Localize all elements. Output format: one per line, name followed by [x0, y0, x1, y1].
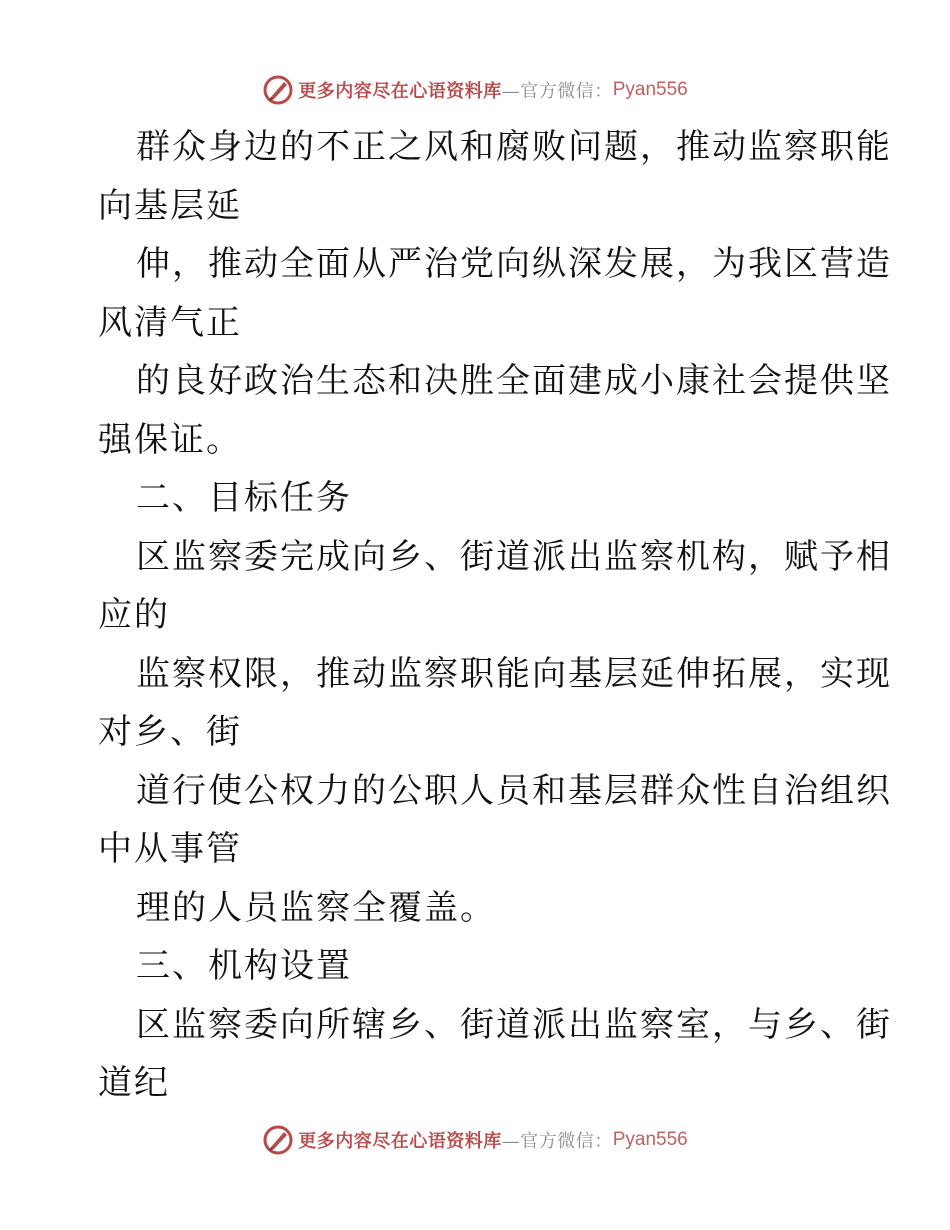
body-line: 中从事管: [98, 829, 242, 869]
quill-pen-logo-icon: [262, 1124, 294, 1156]
header-site-text: 更多内容尽在心语资料库: [298, 81, 502, 102]
body-line: 伸，推动全面从严治党向纵深发展，为我区营造: [136, 244, 892, 284]
header-wechat-label: —官方微信：: [501, 81, 613, 102]
header-banner: [0, 70, 950, 110]
body-line: 向基层延: [98, 185, 242, 226]
body-line: 监察权限，推动监察职能向基层延伸拓展，实现: [136, 653, 892, 694]
section-heading: 三、机构设置: [136, 946, 352, 986]
body-line: 道纪: [98, 1063, 170, 1103]
body-line: 理的人员监察全覆盖。: [136, 887, 496, 928]
body-line: 应的: [98, 595, 170, 635]
body-line: 道行使公权力的公职人员和基层群众性自治组织: [136, 770, 892, 811]
quill-pen-logo-icon: [262, 74, 294, 106]
body-line: 区监察委完成向乡、街道派出监察机构，赋予相: [136, 536, 892, 577]
body-line: 风清气正: [98, 302, 242, 343]
footer-banner: [0, 1120, 950, 1160]
section-heading: 二、目标任务: [136, 478, 352, 518]
header-wechat-id: Pyan556: [612, 79, 688, 100]
body-line: 强保证。: [98, 419, 242, 460]
body-line: 对乡、街: [98, 712, 242, 752]
body-line: 群众身边的不正之风和腐败问题，推动监察职能: [136, 127, 892, 167]
body-line: 的良好政治生态和决胜全面建成小康社会提供坚: [136, 361, 892, 401]
document-body: [98, 118, 892, 1113]
footer-wechat-id: Pyan556: [612, 1129, 688, 1150]
body-line: 区监察委向所辖乡、街道派出监察室，与乡、街: [136, 1004, 892, 1045]
footer-wechat-label: —官方微信：: [501, 1131, 613, 1152]
footer-site-text: 更多内容尽在心语资料库: [298, 1131, 502, 1152]
